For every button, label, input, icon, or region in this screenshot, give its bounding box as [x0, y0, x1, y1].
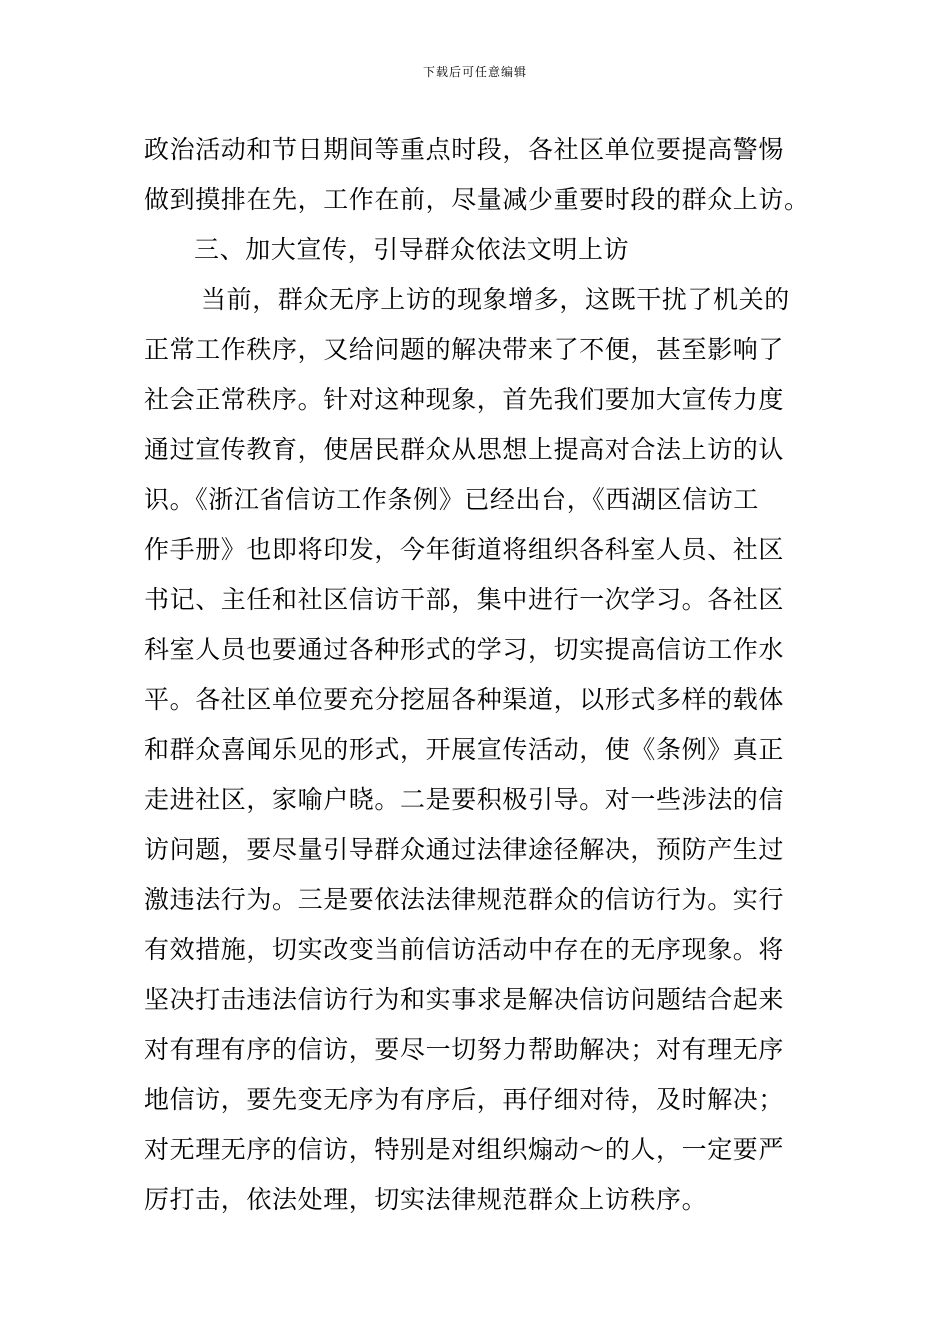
text-line: 科室人员也要通过各种形式的学习，切实提高信访工作水 — [144, 635, 785, 664]
text-line: 正常工作秩序，又给问题的解决带来了不便，甚至影响了 — [144, 335, 785, 364]
text-line: 对无理无序的信访，特别是对组织煽动～的人，一定要严 — [144, 1135, 785, 1164]
text-line: 走进社区，家喻户晓。二是要积极引导。对一些涉法的信 — [144, 785, 785, 814]
text-line: 社会正常秩序。针对这种现象，首先我们要加大宣传力度 — [144, 385, 785, 414]
text-line: 识。《浙江省信访工作条例》已经出台，《西湖区信访工 — [144, 485, 760, 514]
text-line: 平。各社区单位要充分挖屈各种渠道，以形式多样的载体 — [144, 685, 785, 714]
text-line: 访问题，要尽量引导群众通过法律途径解决，预防产生过 — [144, 835, 785, 864]
text-line: 地信访，要先变无序为有序后，再仔细对待，及时解决； — [144, 1085, 785, 1114]
text-line: 有效措施，切实改变当前信访活动中存在的无序现象。将 — [144, 935, 785, 964]
section-heading: 三、加大宣传，引导群众依法文明上访 — [194, 235, 630, 264]
text-line: 坚决打击违法信访行为和实事求是解决信访问题结合起来 — [144, 985, 785, 1014]
text-line: 激违法行为。三是要依法法律规范群众的信访行为。实行 — [144, 885, 785, 914]
text-line: 和群众喜闻乐见的形式，开展宣传活动，使《条例》真正 — [144, 735, 785, 764]
text-line: 政治活动和节日期间等重点时段，各社区单位要提高警惕 — [144, 135, 785, 164]
page-header: 下载后可任意编辑 — [422, 65, 527, 79]
text-line: 对有理有序的信访，要尽一切努力帮助解决；对有理无序 — [144, 1035, 785, 1064]
text-line: 作手册》也即将印发，今年街道将组织各科室人员、社区 — [144, 535, 785, 564]
text-line: 书记、主任和社区信访干部，集中进行一次学习。各社区 — [144, 585, 785, 614]
text-line: 厉打击，依法处理，切实法律规范群众上访秩序。 — [144, 1185, 708, 1214]
text-line: 当前，群众无序上访的现象增多，这既干扰了机关的 — [201, 285, 790, 314]
text-line: 做到摸排在先，工作在前，尽量减少重要时段的群众上访。 — [144, 185, 810, 214]
text-line: 通过宣传教育，使居民群众从思想上提高对合法上访的认 — [144, 435, 785, 464]
